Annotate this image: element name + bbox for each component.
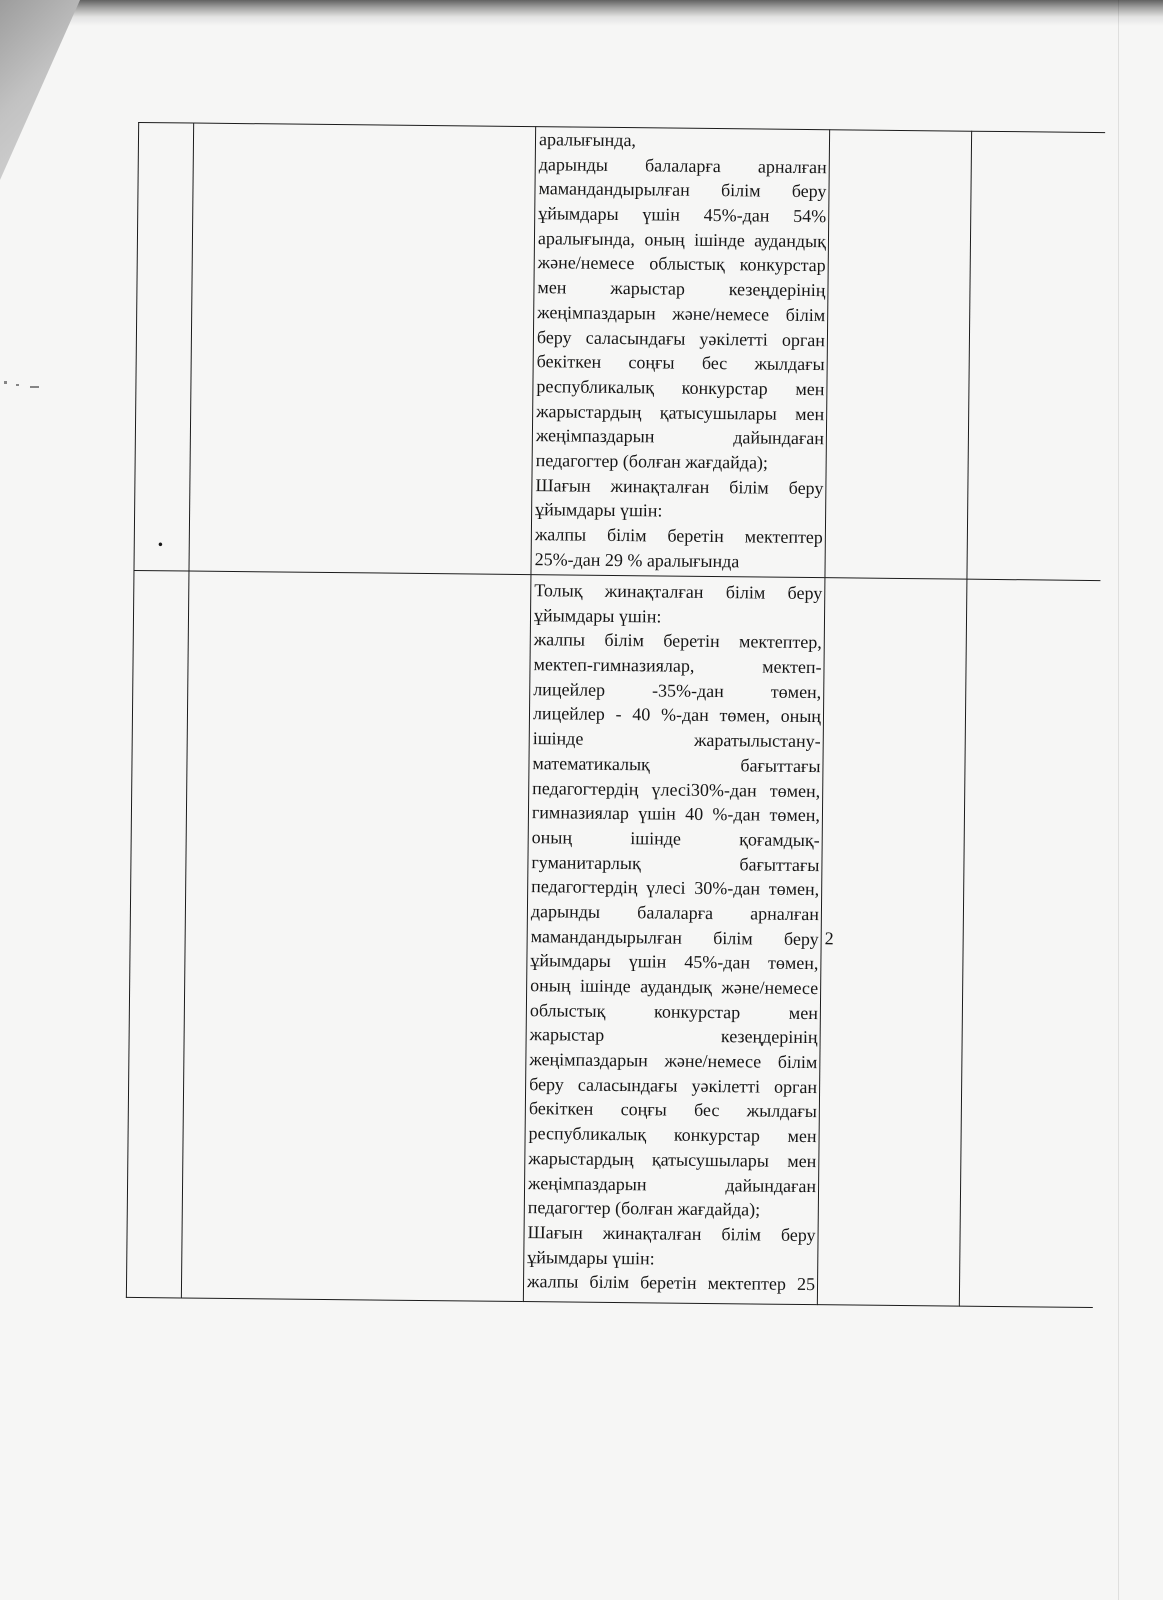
text-line: дарынды балаларға арналған [530,901,819,925]
cell-col2 [188,123,535,575]
text-line: облыстық конкурстар мен [529,999,818,1023]
scan-speck [30,386,39,388]
text-line: Шағын жинақталған білім беру [534,474,823,498]
text-line: гуманитарлық бағыттағы [530,851,820,875]
cell-col5 [958,579,1100,1308]
text-line: жарыстардың қатысушылары мен [535,400,824,424]
text-line: гимназиялар үшін 40 %-дан төмен, [531,802,820,826]
cell-col4 [824,129,971,578]
text-line: ұйымдары үшін: [533,604,662,627]
text-line: оның ішінде қоғамдық- [531,827,820,851]
cell-col5 [966,131,1105,580]
text-line: ұйымдары үшін: [534,499,663,521]
text-line: лицейлер - 40 %-дан төмен, оның [532,703,821,727]
text-line: бекіткен соңғы бес жылдағы [536,351,825,375]
cell-text [530,126,829,577]
text-line: аралығында, оның ішінде аудандық [537,227,826,251]
text-line: педагогтер (болған жағдайда); [527,1197,760,1220]
text-line: мамандандырылған білім беру [530,925,819,949]
text-line: Шағын жинақталған білім беру [526,1221,816,1245]
scan-speck [4,381,7,384]
text-line: аралығында, [538,129,636,151]
text-line: ұйымдары үшін 45%-дан 54% [537,203,826,227]
text-line: педагогтердің үлесі 30%-дан төмен, [530,876,819,900]
cell-col4 [816,577,966,1306]
text-line: ішінде жаратылыстану- [532,728,821,752]
folded-corner [0,0,80,180]
text-line: беру саласындағы уәкілетті орган [536,326,825,350]
text-line: мен жарыстар кезеңдерінің [536,277,826,301]
cell-col1 [125,570,188,1299]
text-line: беру саласындағы уәкілетті орган [528,1073,817,1097]
page-edge-line [1118,0,1119,1600]
text-line: жалпы білім беретін мектептер 25 [526,1271,815,1295]
text-line: 25%-дан 29 % аралығында [534,548,739,571]
text-line: математикалық бағыттағы [531,752,821,776]
cell-col1 [133,122,193,571]
text-line: педагогтер (болған жағдайда); [535,450,768,473]
text-line: дарынды балаларға арналған [538,153,827,177]
text-line: мамандандырылған білім беру [537,178,827,202]
bullet-marker: • [157,537,163,554]
scan-speck [16,384,19,386]
text-line: мектеп-гимназиялар, мектеп- [532,654,822,678]
cell-col2 [180,571,530,1303]
text-line: лицейлер -35%-дан төмен, [532,678,821,702]
text-line: Толық жинақталған білім беру [533,580,822,604]
text-line: жалпы білім беретін мектептер, [533,629,822,653]
scan-shadow-top [0,0,1163,26]
text-line: жалпы білім беретін мектептер [534,524,823,548]
text-line: және/немесе облыстық конкурстар [537,252,826,276]
text-line: жеңімпаздарын дайындаған [527,1172,816,1196]
text-line: жарыстардың қатысушылары мен [527,1147,816,1171]
table-row [125,570,1100,1308]
text-line: ұйымдары үшін: [526,1246,655,1269]
table-row [133,122,1105,580]
document-table [125,122,1104,1308]
text-line: оның ішінде аудандық және/немесе [529,975,818,999]
text-line: жарыстар кезеңдерінің [529,1024,818,1048]
cell-value: 2 [824,928,834,949]
text-line: жеңімпаздарын дайындаған [535,425,824,449]
text-line: республикалық конкурстар мен [535,376,825,400]
text-line: республикалық конкурстар мен [528,1123,817,1147]
text-line: жеңімпаздарын және/немесе білім [536,301,825,325]
cell-text [522,574,824,1305]
text-line: жеңімпаздарын және/немесе білім [528,1049,817,1073]
text-line: ұйымдары үшін 45%-дан төмен, [529,950,819,974]
text-line: бекіткен соңғы бес жылдағы [528,1098,817,1122]
text-line: педагогтердің үлесі30%-дан төмен, [531,777,820,801]
